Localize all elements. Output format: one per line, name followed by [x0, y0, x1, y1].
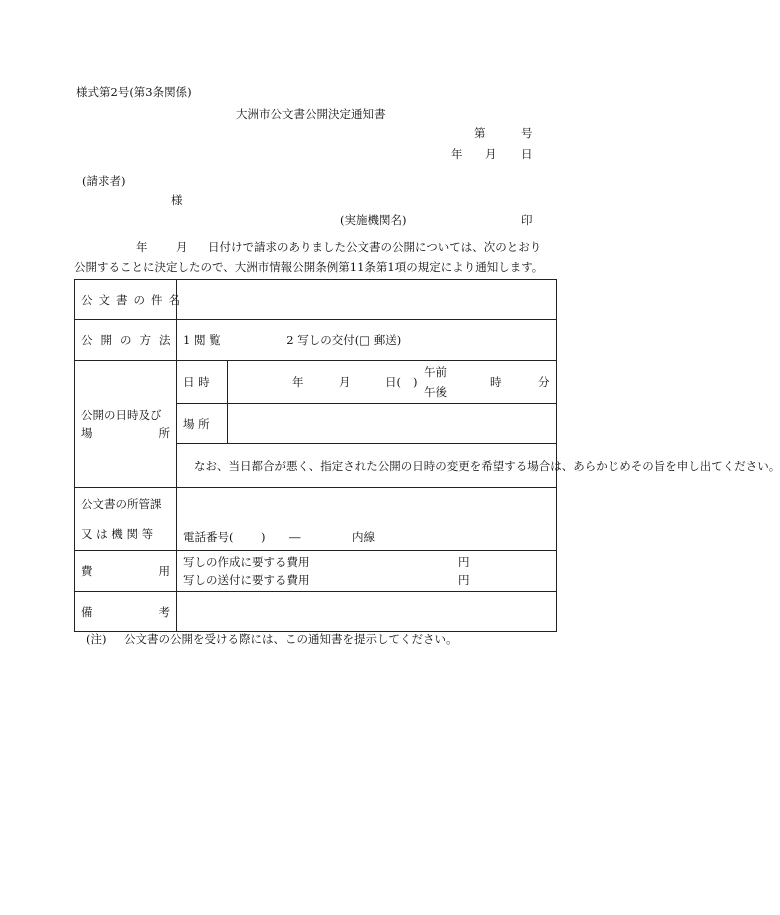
method-option-inspection[interactable]: 1 閲 覧 [183, 333, 221, 347]
doc-name-field[interactable] [177, 280, 557, 320]
place-field[interactable] [228, 404, 557, 444]
fee-label [75, 551, 177, 592]
form-number: 様式第2号(第3条関係) [76, 85, 192, 99]
fee-field [177, 551, 557, 592]
dept-field[interactable] [177, 488, 557, 551]
doc-number-go: 号 [521, 126, 533, 140]
row-remarks [75, 592, 557, 632]
fee-copy-make: 写しの作成に要する費用 [183, 555, 310, 569]
remarks-label [75, 592, 177, 632]
body-year: 年 [136, 240, 148, 254]
fee-label-yo: 用 [158, 564, 170, 578]
method-label-text: 公開の方法 [81, 333, 179, 347]
body-line1: 日付けで請求のありました公文書の公開については、次のとおり [208, 240, 542, 254]
requester-label: (請求者) [82, 174, 126, 188]
seal-mark: 印 [521, 213, 533, 227]
phone-extension: 内線 [352, 530, 375, 544]
datetime-place-label [75, 361, 177, 488]
dept-label-line2: 又 は 機 関 等 [81, 527, 154, 541]
dept-label-line1: 公文書の所管課 [81, 497, 162, 511]
datetime-notice [177, 444, 780, 488]
time-minute: 分 [538, 375, 550, 389]
date-month: 月 [485, 147, 497, 161]
footnote-text: 公文書の公開を受ける際には、この通知書を提示してください。 [124, 632, 458, 646]
date-year: 年 [451, 147, 463, 161]
method-label [75, 320, 177, 361]
doc-name-label-text: 公文書の件名 [81, 292, 186, 307]
time-hour: 時 [490, 375, 502, 389]
date-field-year: 年 [292, 375, 304, 389]
requester-sama: 様 [171, 193, 183, 207]
place-label-text: 場 所 [183, 416, 210, 431]
notice-form-table [74, 279, 780, 632]
remarks-label-bi: 備 [81, 604, 93, 619]
datetime-label-line1: 公開の日時及び [81, 408, 162, 422]
row-dept [75, 488, 557, 551]
fee-yen-2: 円 [458, 573, 470, 587]
date-day: 日 [521, 147, 533, 161]
fee-yen-1: 円 [458, 555, 470, 569]
time-am[interactable]: 午前 [424, 365, 447, 379]
body-month: 月 [176, 240, 188, 254]
agency-label: (実施機関名) [340, 213, 407, 227]
row-fee [75, 551, 557, 592]
page-title: 大洲市公文書公開決定通知書 [236, 107, 386, 121]
phone-dash: ― [289, 530, 301, 544]
remarks-field[interactable] [177, 592, 557, 632]
date-field-paren-close: ) [413, 375, 418, 389]
row-doc-name [75, 280, 557, 320]
date-field[interactable] [228, 361, 557, 404]
doc-name-label [75, 280, 186, 320]
row-method [75, 320, 557, 361]
row-date [75, 361, 557, 404]
method-option-copy[interactable]: 2 写しの交付(□ 郵送) [286, 333, 402, 347]
datetime-notice-text: なお、当日都合が悪く、指定された公開の日時の変更を希望する場合は、あらかじめその旨を申し出てください。 [194, 458, 780, 473]
remarks-label-ko: 考 [158, 604, 170, 619]
date-field-day: 日( [385, 375, 401, 389]
phone-label: 電話番号( [183, 530, 234, 544]
body-line2: 公開することに決定したので、大洲市情報公開条例第11条第1項の規定により通知します。 [74, 260, 544, 274]
datetime-label-ba: 場 [81, 426, 93, 440]
date-field-month: 月 [339, 375, 351, 389]
phone-paren-close: ) [261, 530, 266, 544]
time-pm[interactable]: 午後 [424, 385, 447, 399]
fee-copy-send: 写しの送付に要する費用 [183, 573, 310, 587]
doc-number-dai: 第 [474, 126, 486, 140]
datetime-label-sho: 所 [158, 426, 170, 440]
dept-label [75, 488, 177, 551]
footnote-mark: (注) [86, 632, 107, 646]
place-label [177, 404, 228, 444]
date-label-text: 日 時 [183, 375, 210, 389]
method-field [177, 320, 557, 361]
date-label [177, 361, 228, 404]
fee-label-hi: 費 [81, 564, 93, 578]
